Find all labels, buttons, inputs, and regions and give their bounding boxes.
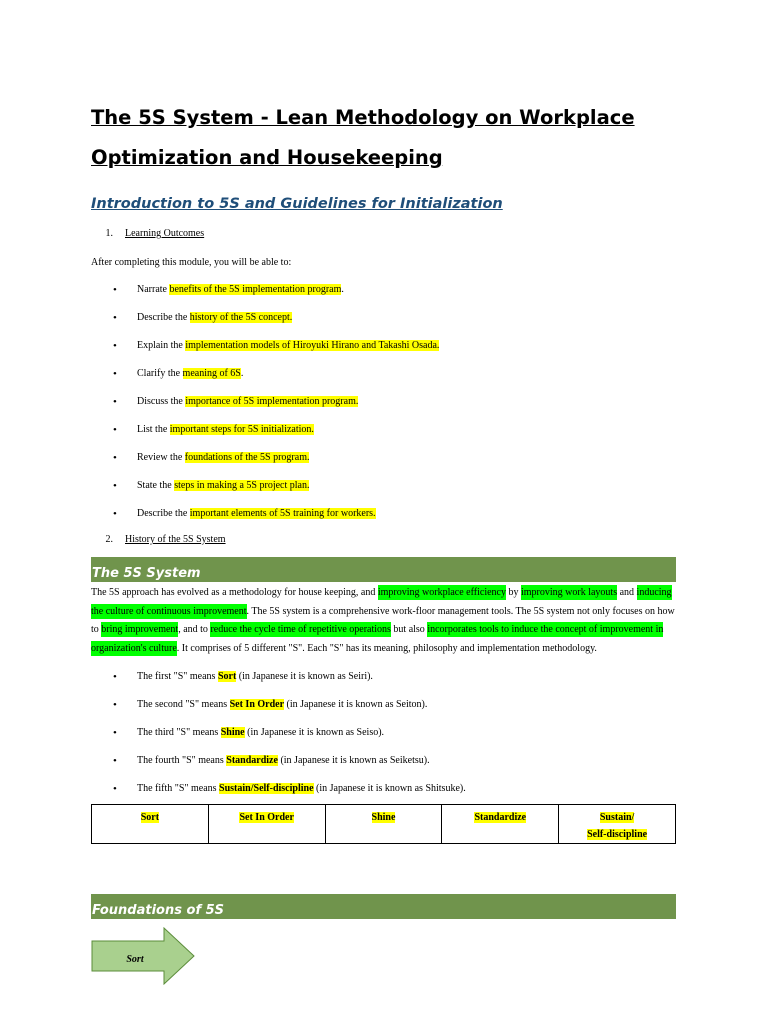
- table-cell-sustain: Sustain/ Self-discipline: [559, 805, 676, 844]
- bullet-icon: •: [113, 312, 117, 324]
- bullet-icon: •: [113, 699, 117, 711]
- 5s-table: [91, 804, 676, 844]
- section-band-5s-system: The 5S System: [91, 557, 676, 582]
- bullet-icon: •: [113, 480, 117, 492]
- title-line-2: Optimization and Housekeeping: [91, 146, 443, 169]
- list-item: • State the steps in making a 5S project plan.: [113, 480, 310, 492]
- list-item: • The third "S" means Shine (in Japanese it is known as Seiso).: [113, 727, 385, 739]
- list-item: • The first "S" means Sort (in Japanese it is known as Seiri).: [113, 671, 373, 683]
- bullet-icon: •: [113, 508, 117, 520]
- highlighted-term: Sort: [217, 671, 237, 682]
- highlighted-text: benefits of the 5S implementation program: [169, 284, 342, 295]
- list-item: • Review the foundations of the 5S program.: [113, 452, 310, 464]
- highlighted-text: incorporates tools to induce the concept of improvement in organization's culture: [91, 624, 664, 654]
- 5s-description-paragraph: The 5S approach has evolved as a methodology for house keeping, and improving workplace efficiency by improving work layouts and inducing the culture of continuous improvement. The 5S system is a comprehensive work-floor management tools. The 5S system not only focuses on how to bring improvement, and to reduce the cycle time of repetitive operations but also incorporates tools to induce the concept of improvement in organization's culture. It comprises of 5 different "S". Each "S" has its meaning, philosophy and implementation methodology.: [91, 587, 675, 654]
- highlighted-term: Set In Order: [229, 699, 285, 710]
- list-item: • The second "S" means Set In Order (in Japanese it is known as Seiton).: [113, 699, 428, 711]
- 5s-meaning-list: [91, 669, 676, 797]
- table-cell-shine: Shine: [325, 805, 442, 844]
- numbered-heading-history: [91, 534, 226, 545]
- sort-arrow-shape: [91, 927, 195, 985]
- highlighted-text: implementation models of Hiroyuki Hirano and Takashi Osada.: [185, 340, 440, 351]
- bullet-icon: •: [113, 284, 117, 296]
- bullet-icon: •: [113, 424, 117, 436]
- highlighted-text: bring improvement: [101, 624, 179, 636]
- numbered-heading-label: History of the 5S System: [125, 534, 226, 545]
- list-item: • Clarify the meaning of 6S.: [113, 368, 244, 380]
- table-row: [92, 805, 676, 844]
- highlighted-text: improving workplace efficiency: [377, 587, 506, 598]
- list-item: • The fourth "S" means Standardize (in Japanese it is known as Seiketsu).: [113, 755, 430, 767]
- list-item: • List the important steps for 5S initialization.: [113, 424, 314, 436]
- bullet-icon: •: [113, 340, 117, 352]
- list-item: • Describe the important elements of 5S training for workers.: [113, 508, 376, 520]
- highlighted-text: improving work layouts: [520, 587, 618, 598]
- highlighted-text: important elements of 5S training for workers.: [189, 508, 376, 519]
- learning-outcomes-list: [91, 282, 676, 522]
- table-cell-set-in-order: Set In Order: [208, 805, 325, 844]
- document-title: [91, 98, 691, 178]
- numbered-heading-number: 2.: [105, 534, 113, 545]
- bullet-icon: •: [113, 755, 117, 767]
- highlighted-term: Shine: [220, 727, 245, 738]
- list-item: • Describe the history of the 5S concept.: [113, 312, 293, 324]
- list-item: • Discuss the importance of 5S implementation program.: [113, 396, 359, 408]
- highlighted-text: meaning of 6S: [182, 368, 241, 379]
- highlighted-term: Sustain/Self-discipline: [219, 783, 314, 794]
- highlighted-text: reduce the cycle time of repetitive operations: [210, 624, 391, 636]
- highlighted-text: history of the 5S concept.: [189, 312, 293, 323]
- bullet-icon: •: [113, 671, 117, 683]
- highlighted-term: Standardize: [226, 755, 278, 766]
- list-item: • The fifth "S" means Sustain/Self-discipline (in Japanese it is known as Shitsuke).: [113, 783, 466, 795]
- bullet-icon: •: [113, 783, 117, 795]
- numbered-heading-learning-outcomes: [91, 228, 204, 239]
- numbered-heading-number: 1.: [105, 228, 113, 239]
- table-cell-standardize: Standardize: [442, 805, 559, 844]
- bullet-icon: •: [113, 368, 117, 380]
- list-item: • Narrate benefits of the 5S implementation program.: [113, 284, 344, 296]
- bullet-icon: •: [113, 452, 117, 464]
- bullet-icon: •: [113, 727, 117, 739]
- highlighted-text: steps in making a 5S project plan.: [174, 480, 310, 491]
- highlighted-text: inducing the culture of continuous improvement: [91, 587, 672, 617]
- list-item: • Explain the implementation models of Hiroyuki Hirano and Takashi Osada.: [113, 340, 440, 352]
- section-band-foundations: Foundations of 5S: [91, 894, 676, 919]
- section-subtitle: Introduction to 5S and Guidelines for Initialization: [91, 196, 503, 212]
- highlighted-text: foundations of the 5S program.: [184, 452, 310, 463]
- highlighted-text: important steps for 5S initialization.: [169, 424, 314, 435]
- table-cell-sort: Sort: [92, 805, 209, 844]
- arrow-label: Sort: [126, 954, 144, 965]
- intro-paragraph: After completing this module, you will be able to:: [91, 257, 292, 268]
- highlighted-text: importance of 5S implementation program.: [185, 396, 359, 407]
- numbered-heading-label: Learning Outcomes: [125, 228, 205, 239]
- title-line-1: The 5S System - Lean Methodology on Workplace: [91, 106, 635, 129]
- bullet-icon: •: [113, 396, 117, 408]
